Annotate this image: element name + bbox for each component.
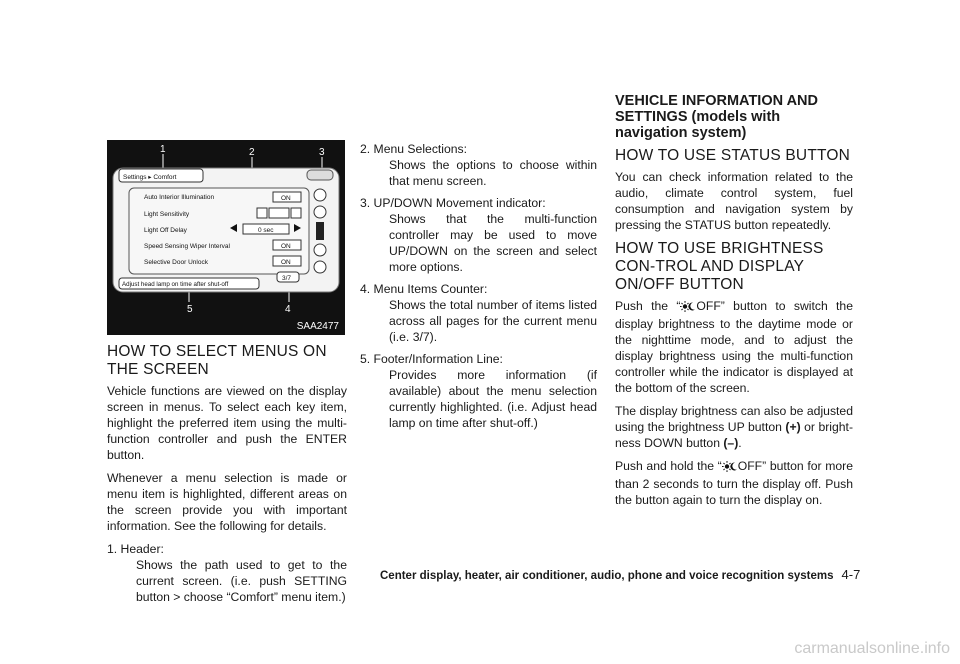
screen-breadcrumb: Settings ▸ Comfort xyxy=(123,174,177,181)
list-item-body: Shows the total number of items listed across all pages for the current menu (i.e. 3/7). xyxy=(389,298,597,344)
callout-3: 3 xyxy=(319,147,325,158)
list-item-head: 3. UP/DOWN Movement indicator: xyxy=(360,196,546,210)
list-item-head: 2. Menu Selections: xyxy=(360,142,468,156)
heading-select-menus: HOW TO SELECT MENUS ON THE SCREEN xyxy=(107,343,327,378)
callout-5: 5 xyxy=(187,304,193,315)
heading-brightness: HOW TO USE BRIGHTNESS CON-TROL AND DISPLAY ON/OFF BUTTON xyxy=(615,240,824,293)
svg-text:ON: ON xyxy=(281,243,291,250)
left-column xyxy=(107,343,347,611)
list-item-body: Provides more information (if available) about the menu selection currently highlighted. (i.e. Adjust head lamp on time after shut-off.) xyxy=(389,368,597,430)
callout-1: 1 xyxy=(160,144,166,155)
heading-vehicle-info: VEHICLE INFORMATION AND SETTINGS (models with navigation system) xyxy=(615,93,818,141)
middle-column xyxy=(360,141,597,437)
paragraph: Push and hold the “ OFF” button for more than 2 seconds to turn the display off. Push the button again to turn the display on. xyxy=(615,459,853,507)
list-item-head: 4. Menu Items Counter: xyxy=(360,282,488,296)
sun-moon-icon xyxy=(722,460,738,476)
list-item-head: 5. Footer/Information Line: xyxy=(360,352,503,366)
watermark[interactable]: carmanualsonline.info xyxy=(794,640,950,657)
page-number: 4-7 xyxy=(841,567,861,582)
footer-title: Center display, heater, air conditioner, audio, phone and voice recognition systems xyxy=(380,570,834,582)
paragraph: You can check information related to the audio, climate control system, fuel consumption and navigation system by pressing the STATUS button repeatedly. xyxy=(615,170,853,232)
screen-footer-line: Adjust head lamp on time after shut-off xyxy=(122,281,229,288)
display-screen-illustration xyxy=(107,140,345,335)
figure-code: SAA2477 xyxy=(296,321,339,332)
callout-2: 2 xyxy=(249,147,255,158)
brightness-down-symbol: (–) xyxy=(723,436,739,450)
heading-status-button: HOW TO USE STATUS BUTTON xyxy=(615,147,851,164)
svg-text:Light Sensitivity: Light Sensitivity xyxy=(144,211,190,218)
screen-counter: 3/7 xyxy=(282,275,292,282)
svg-text:Light Off Delay: Light Off Delay xyxy=(144,227,187,234)
screen-figure xyxy=(107,140,345,335)
paragraph: Whenever a menu selection is made or menu item is highlighted, different areas on the screen provide you with important information. See the following for details. xyxy=(107,471,347,533)
sun-moon-icon xyxy=(680,300,696,316)
svg-text:0 sec: 0 sec xyxy=(258,227,274,234)
list-item-head: 1. Header: xyxy=(107,542,164,556)
paragraph: The display brightness can also be adjusted using the brightness UP button (+) or bright-ness DOWN button (–). xyxy=(615,404,853,450)
callout-4: 4 xyxy=(285,304,291,315)
brightness-up-symbol: (+) xyxy=(785,420,801,434)
svg-text:ON: ON xyxy=(281,259,291,266)
svg-text:ON: ON xyxy=(281,195,291,202)
list-item-body: Shows the path used to get to the current screen. (i.e. push SETTING button > choose “Comfort” menu item.) xyxy=(136,558,347,604)
list-item-body: Shows the options to choose within that menu screen. xyxy=(389,158,597,188)
right-column xyxy=(615,93,853,515)
paragraph: Vehicle functions are viewed on the display screen in menus. To select each key item, highlight the preferred item using the multi-function controller and push the ENTER button. xyxy=(107,384,347,462)
svg-text:Auto Interior Illumination: Auto Interior Illumination xyxy=(144,194,215,201)
paragraph: Push the “ OFF” button to switch the display brightness to the daytime mode or the nighttime mode, and to adjust the display brightness using the multi-function controller while the indicator is displayed at the bottom of the screen. xyxy=(615,299,853,395)
list-item-body: Shows that the multi-function controller may be used to move UP/DOWN on the screen and select more options. xyxy=(389,212,597,274)
svg-text:Selective Door Unlock: Selective Door Unlock xyxy=(144,259,208,266)
page-footer xyxy=(380,567,860,582)
svg-text:Speed Sensing Wiper Interval: Speed Sensing Wiper Interval xyxy=(144,243,230,250)
